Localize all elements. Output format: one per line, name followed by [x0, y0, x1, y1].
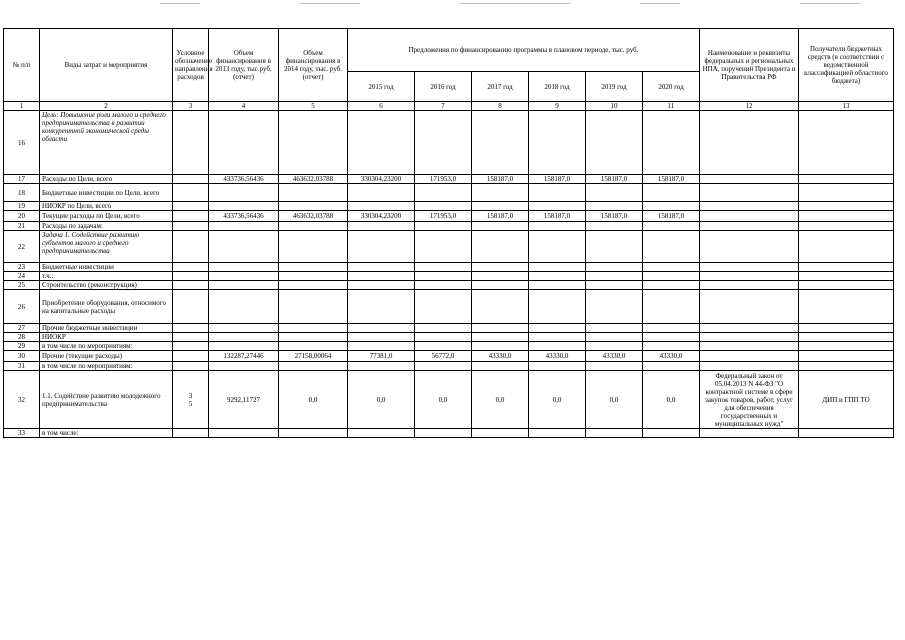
amount-cell — [279, 272, 348, 281]
npa-reference — [700, 222, 799, 231]
amount-cell — [415, 324, 472, 333]
header-year: 2015 год — [348, 72, 415, 102]
amount-cell — [472, 290, 529, 324]
amount-cell: 158187,0 — [643, 211, 700, 222]
amount-cell: 158187,0 — [643, 175, 700, 184]
row-title: Бюджетные инвестиции — [40, 263, 173, 272]
header-year: 2017 год — [472, 72, 529, 102]
amount-cell — [279, 342, 348, 351]
amount-cell — [643, 281, 700, 290]
recipient — [799, 184, 894, 202]
amount-cell — [209, 362, 279, 371]
amount-cell — [279, 281, 348, 290]
row-number: 26 — [4, 290, 40, 324]
amount-cell — [209, 333, 279, 342]
cond-code — [173, 231, 209, 263]
amount-cell — [643, 324, 700, 333]
amount-cell — [348, 263, 415, 272]
amount-cell — [643, 222, 700, 231]
amount-cell — [279, 222, 348, 231]
row-number: 31 — [4, 362, 40, 371]
table-row — [4, 324, 894, 333]
cond-code — [173, 184, 209, 202]
amount-cell — [415, 263, 472, 272]
amount-cell: 158187,0 — [586, 175, 643, 184]
header-year: 2016 год — [415, 72, 472, 102]
amount-cell — [415, 281, 472, 290]
recipient — [799, 175, 894, 184]
header-recipients: Получатели бюджетных средств (в соответствии с ведомственной классификацией областного бюджета) — [799, 29, 894, 102]
amount-cell — [586, 324, 643, 333]
amount-cell — [472, 231, 529, 263]
amount-cell — [415, 184, 472, 202]
amount-cell: 43330,0 — [472, 351, 529, 362]
amount-cell — [348, 290, 415, 324]
amount-cell — [279, 429, 348, 438]
row-title: в том числе по мероприятиям: — [40, 362, 173, 371]
amount-cell — [415, 111, 472, 175]
amount-cell: 43330,0 — [586, 351, 643, 362]
amount-cell — [209, 263, 279, 272]
npa-reference — [700, 202, 799, 211]
row-title: в том числе: — [40, 429, 173, 438]
amount-cell — [529, 222, 586, 231]
amount-cell — [348, 111, 415, 175]
amount-cell — [209, 429, 279, 438]
amount-cell — [643, 342, 700, 351]
amount-cell — [472, 111, 529, 175]
amount-cell — [472, 222, 529, 231]
amount-cell — [643, 333, 700, 342]
header-year: 2018 год — [529, 72, 586, 102]
col-number: 1 — [4, 102, 40, 111]
cond-code — [173, 263, 209, 272]
amount-cell: 77381,0 — [348, 351, 415, 362]
amount-cell — [209, 281, 279, 290]
amount-cell: 0,0 — [586, 371, 643, 429]
table-row — [4, 111, 894, 175]
row-number: 23 — [4, 263, 40, 272]
amount-cell — [348, 222, 415, 231]
amount-cell — [348, 272, 415, 281]
col-number: 9 — [529, 102, 586, 111]
col-number: 7 — [415, 102, 472, 111]
header-year: 2020 год — [643, 72, 700, 102]
amount-cell — [348, 429, 415, 438]
row-number: 25 — [4, 281, 40, 290]
table-row — [4, 222, 894, 231]
row-title: т.ч.: — [40, 272, 173, 281]
row-number: 21 — [4, 222, 40, 231]
table-row — [4, 184, 894, 202]
cond-code: 3 5 — [173, 371, 209, 429]
amount-cell: 0,0 — [348, 371, 415, 429]
row-number: 18 — [4, 184, 40, 202]
amount-cell — [529, 429, 586, 438]
amount-cell: 158187,0 — [529, 175, 586, 184]
amount-cell — [529, 290, 586, 324]
cond-code — [173, 281, 209, 290]
header-npa: Наименование и реквизиты федеральных и региональных НПА, поручений Президента и Правительства РФ — [700, 29, 799, 102]
amount-cell — [529, 324, 586, 333]
recipient — [799, 281, 894, 290]
amount-cell — [529, 362, 586, 371]
amount-cell — [472, 324, 529, 333]
amount-cell — [586, 333, 643, 342]
table-row — [4, 290, 894, 324]
amount-cell — [529, 342, 586, 351]
col-number: 6 — [348, 102, 415, 111]
amount-cell — [348, 342, 415, 351]
recipient — [799, 342, 894, 351]
amount-cell — [472, 333, 529, 342]
amount-cell — [586, 184, 643, 202]
table-row — [4, 281, 894, 290]
amount-cell — [209, 324, 279, 333]
row-title: 1.1. Содействие развитию молодежного предпринимательства — [40, 371, 173, 429]
amount-cell — [529, 272, 586, 281]
npa-reference: Федеральный закон от 05.04.2013 N 44-ФЗ "О контрактной системе в сфере закупок товаров, работ, услуг для обеспечения государственных и муниципальных нужд" — [700, 371, 799, 429]
cond-code — [173, 333, 209, 342]
cond-code — [173, 351, 209, 362]
col-number: 2 — [40, 102, 173, 111]
amount-cell — [586, 342, 643, 351]
row-title: Цель: Повышение роли малого и среднего предпринимательства в развитии конкурентной экономической среды области — [40, 111, 173, 175]
amount-cell — [529, 111, 586, 175]
cond-code — [173, 202, 209, 211]
header-year: 2019 год — [586, 72, 643, 102]
amount-cell — [586, 272, 643, 281]
table-row — [4, 371, 894, 429]
amount-cell — [209, 290, 279, 324]
amount-cell — [529, 231, 586, 263]
cond-code — [173, 290, 209, 324]
recipient — [799, 111, 894, 175]
amount-cell — [643, 362, 700, 371]
cond-code — [173, 222, 209, 231]
amount-cell — [415, 342, 472, 351]
cond-code — [173, 324, 209, 333]
amount-cell: 171953,0 — [415, 175, 472, 184]
amount-cell: 0,0 — [643, 371, 700, 429]
npa-reference — [700, 324, 799, 333]
recipient — [799, 351, 894, 362]
amount-cell — [209, 202, 279, 211]
col-number: 10 — [586, 102, 643, 111]
amount-cell — [586, 231, 643, 263]
amount-cell: 433736,56436 — [209, 175, 279, 184]
row-number: 24 — [4, 272, 40, 281]
cond-code — [173, 111, 209, 175]
amount-cell — [586, 429, 643, 438]
amount-cell: 0,0 — [415, 371, 472, 429]
recipient: ДИП и ГПП ТО — [799, 371, 894, 429]
amount-cell — [529, 333, 586, 342]
row-title: Бюджетные инвестиции по Цели, всего — [40, 184, 173, 202]
amount-cell — [209, 231, 279, 263]
row-number: 27 — [4, 324, 40, 333]
amount-cell: 158187,0 — [529, 211, 586, 222]
amount-cell: 158187,0 — [472, 175, 529, 184]
amount-cell — [472, 362, 529, 371]
row-number: 19 — [4, 202, 40, 211]
amount-cell — [643, 111, 700, 175]
recipient — [799, 231, 894, 263]
financing-table — [3, 28, 894, 438]
amount-cell — [586, 222, 643, 231]
recipient — [799, 202, 894, 211]
amount-cell — [279, 263, 348, 272]
npa-reference — [700, 175, 799, 184]
amount-cell — [643, 231, 700, 263]
col-number: 3 — [173, 102, 209, 111]
col-number: 13 — [799, 102, 894, 111]
header-cond: Условное обозначение направления расходов — [173, 29, 209, 102]
amount-cell — [643, 272, 700, 281]
amount-cell — [279, 184, 348, 202]
recipient — [799, 272, 894, 281]
amount-cell — [209, 342, 279, 351]
recipient — [799, 362, 894, 371]
amount-cell — [643, 184, 700, 202]
amount-cell — [348, 362, 415, 371]
row-number: 16 — [4, 111, 40, 175]
amount-cell: 0,0 — [529, 371, 586, 429]
amount-cell — [348, 231, 415, 263]
npa-reference — [700, 333, 799, 342]
recipient — [799, 429, 894, 438]
table-row — [4, 263, 894, 272]
amount-cell — [279, 231, 348, 263]
amount-cell — [348, 324, 415, 333]
header-proposals: Предложения по финансированию программы в плановом периоде, тыс. руб. — [348, 29, 700, 72]
row-title: Расходы по задачам: — [40, 222, 173, 231]
amount-cell — [586, 202, 643, 211]
amount-cell: 330304,23200 — [348, 175, 415, 184]
amount-cell: 433736,56436 — [209, 211, 279, 222]
amount-cell — [586, 281, 643, 290]
recipient — [799, 222, 894, 231]
amount-cell: 0,0 — [279, 371, 348, 429]
row-number: 30 — [4, 351, 40, 362]
amount-cell — [348, 281, 415, 290]
amount-cell: 43330,0 — [529, 351, 586, 362]
cond-code — [173, 175, 209, 184]
header-vol2013: Объем финансирования в 2013 году, тыс.руб. (отчет) — [209, 29, 279, 102]
npa-reference — [700, 231, 799, 263]
amount-cell — [279, 202, 348, 211]
cond-code — [173, 342, 209, 351]
amount-cell — [348, 202, 415, 211]
amount-cell — [209, 272, 279, 281]
npa-reference — [700, 290, 799, 324]
table-row — [4, 211, 894, 222]
amount-cell: 132287,27446 — [209, 351, 279, 362]
amount-cell — [209, 111, 279, 175]
row-number: 32 — [4, 371, 40, 429]
amount-cell — [643, 429, 700, 438]
table-row — [4, 202, 894, 211]
amount-cell — [209, 184, 279, 202]
amount-cell: 9292,11727 — [209, 371, 279, 429]
col-number: 12 — [700, 102, 799, 111]
amount-cell — [472, 184, 529, 202]
amount-cell — [472, 281, 529, 290]
header-row-1 — [4, 29, 894, 72]
amount-cell — [415, 429, 472, 438]
table-row — [4, 342, 894, 351]
npa-reference — [700, 272, 799, 281]
amount-cell — [472, 342, 529, 351]
amount-cell — [279, 324, 348, 333]
recipient — [799, 324, 894, 333]
table-row — [4, 272, 894, 281]
row-title: НИОКР — [40, 333, 173, 342]
recipient — [799, 211, 894, 222]
amount-cell — [415, 222, 472, 231]
npa-reference — [700, 263, 799, 272]
row-number: 29 — [4, 342, 40, 351]
amount-cell — [472, 272, 529, 281]
amount-cell — [529, 184, 586, 202]
scan-artifact-line — [300, 3, 360, 4]
row-number: 17 — [4, 175, 40, 184]
amount-cell — [209, 222, 279, 231]
table-row — [4, 351, 894, 362]
amount-cell — [279, 333, 348, 342]
cond-code — [173, 272, 209, 281]
cond-code — [173, 362, 209, 371]
column-number-row — [4, 102, 894, 111]
scan-artifact-line — [460, 3, 570, 4]
amount-cell — [586, 290, 643, 324]
scan-artifact-line — [160, 3, 200, 4]
row-title: Расходы по Цели, всего — [40, 175, 173, 184]
amount-cell — [415, 231, 472, 263]
npa-reference — [700, 342, 799, 351]
table-row — [4, 231, 894, 263]
npa-reference — [700, 281, 799, 290]
amount-cell: 27158,00064 — [279, 351, 348, 362]
recipient — [799, 290, 894, 324]
col-number: 4 — [209, 102, 279, 111]
npa-reference — [700, 362, 799, 371]
row-title: Строительство (реконструкция) — [40, 281, 173, 290]
row-title: Прочие (текущие расходы) — [40, 351, 173, 362]
npa-reference — [700, 351, 799, 362]
amount-cell: 158187,0 — [586, 211, 643, 222]
amount-cell — [586, 263, 643, 272]
amount-cell: 463632,03788 — [279, 175, 348, 184]
amount-cell — [279, 290, 348, 324]
npa-reference — [700, 429, 799, 438]
table-row — [4, 362, 894, 371]
amount-cell — [415, 290, 472, 324]
row-number: 22 — [4, 231, 40, 263]
amount-cell — [529, 281, 586, 290]
header-vol2014: Объем финансирования в 2014 году, тыс. руб. (отчет) — [279, 29, 348, 102]
header-kind: Виды затрат и мероприятия — [40, 29, 173, 102]
recipient — [799, 333, 894, 342]
amount-cell: 158187,0 — [472, 211, 529, 222]
row-title: Текущие расходы по Цели, всего — [40, 211, 173, 222]
row-title: в том числе по мероприятиям: — [40, 342, 173, 351]
amount-cell — [348, 333, 415, 342]
amount-cell — [279, 111, 348, 175]
npa-reference — [700, 184, 799, 202]
amount-cell — [643, 263, 700, 272]
table-row — [4, 429, 894, 438]
cond-code — [173, 211, 209, 222]
amount-cell — [586, 111, 643, 175]
amount-cell — [529, 202, 586, 211]
scan-artifact-line — [800, 3, 860, 4]
amount-cell — [529, 263, 586, 272]
row-number: 33 — [4, 429, 40, 438]
row-title: Приобретение оборудования, относимого на капитальные расходы — [40, 290, 173, 324]
amount-cell: 0,0 — [472, 371, 529, 429]
npa-reference — [700, 211, 799, 222]
amount-cell — [472, 263, 529, 272]
amount-cell — [472, 429, 529, 438]
row-title: Задача 1. Содействие развитию субъектов малого и среднего предпринимательства — [40, 231, 173, 263]
row-title: Прочие бюджетные инвестиции — [40, 324, 173, 333]
scan-artifact-line — [640, 3, 680, 4]
amount-cell — [279, 362, 348, 371]
amount-cell — [415, 272, 472, 281]
col-number: 5 — [279, 102, 348, 111]
row-number: 20 — [4, 211, 40, 222]
amount-cell — [472, 202, 529, 211]
row-title: НИОКР по Цели, всего — [40, 202, 173, 211]
recipient — [799, 263, 894, 272]
cond-code — [173, 429, 209, 438]
table-row — [4, 333, 894, 342]
row-number: 28 — [4, 333, 40, 342]
col-number: 8 — [472, 102, 529, 111]
amount-cell: 56772,0 — [415, 351, 472, 362]
amount-cell — [415, 202, 472, 211]
amount-cell: 330304,23200 — [348, 211, 415, 222]
header-num: № п/п — [4, 29, 40, 102]
table-row — [4, 175, 894, 184]
amount-cell — [348, 184, 415, 202]
amount-cell: 463632,03788 — [279, 211, 348, 222]
amount-cell — [643, 202, 700, 211]
amount-cell — [586, 362, 643, 371]
amount-cell: 43330,0 — [643, 351, 700, 362]
col-number: 11 — [643, 102, 700, 111]
amount-cell: 171953,0 — [415, 211, 472, 222]
amount-cell — [415, 333, 472, 342]
amount-cell — [415, 362, 472, 371]
amount-cell — [643, 290, 700, 324]
npa-reference — [700, 111, 799, 175]
